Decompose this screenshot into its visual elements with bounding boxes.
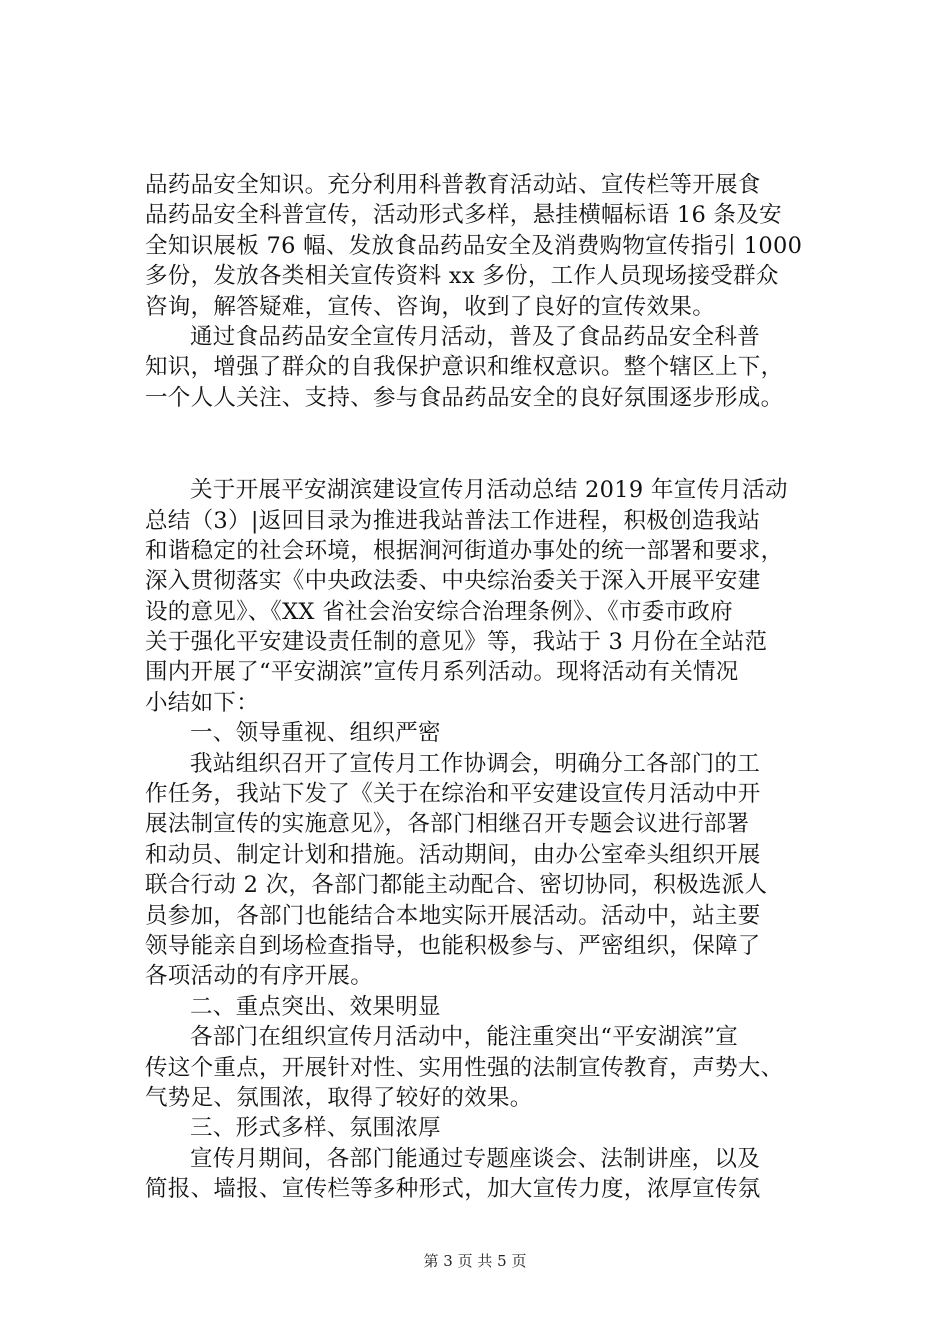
paragraph-4 (145, 749, 830, 992)
paragraph-line: 员参加，各部门也能结合本地实际开展活动。活动中，站主要 (145, 902, 761, 929)
paragraph-line: 深入贯彻落实《中央政法委、中央综治委关于深入开展平安建 (145, 568, 761, 595)
paragraph-line: 我站组织召开了宣传月工作协调会，明确分工各部门的工 (190, 750, 761, 777)
document-body (145, 170, 830, 1205)
section-gap (145, 413, 830, 475)
paragraph-5 (145, 1022, 830, 1113)
paragraph-line: 气势足、氛围浓，取得了较好的效果。 (145, 1084, 533, 1111)
paragraph-line: 简报、墙报、宣传栏等多种形式，加大宣传力度，浓厚宣传氛 (145, 1176, 761, 1203)
paragraph-line: 作任务，我站下发了《关于在综治和平安建设宣传月活动中开 (145, 781, 761, 808)
paragraph-line: 设的意见》、《XX 省社会治安综合治理条例》、《市委市政府 (145, 598, 733, 625)
paragraph-line: 多份，发放各类相关宣传资料 xx 多份，工作人员现场接受群众 (145, 263, 779, 290)
paragraph-line: 围内开展了“平安湖滨”宣传月系列活动。现将活动有关情况 (145, 659, 739, 686)
paragraph-line: 传这个重点，开展针对性、实用性强的法制宣传教育，声势大、 (145, 1054, 784, 1081)
paragraph-2 (145, 322, 830, 413)
paragraph-1 (145, 170, 830, 322)
page-number-footer: 第 3 页 共 5 页 (423, 1252, 527, 1270)
paragraph-line: 各项活动的有序开展。 (145, 963, 374, 990)
paragraph-line: 关于开展平安湖滨建设宣传月活动总结 2019 年宣传月活动 (190, 477, 788, 504)
paragraph-line: 和谐稳定的社会环境，根据涧河街道办事处的统一部署和要求， (145, 537, 784, 564)
paragraph-line: 总结（3）|返回目录为推进我站普法工作进程，积极创造我站 (145, 507, 761, 534)
paragraph-line: 领导能亲自到场检查指导，也能积极参与、严密组织，保障了 (145, 932, 761, 959)
paragraph-line: 品药品安全科普宣传，活动形式多样，悬挂横幅标语 16 条及安 (145, 202, 782, 229)
paragraph-line: 知识，增强了群众的自我保护意识和维权意识。整个辖区上下， (145, 354, 784, 381)
paragraph-line: 全知识展板 76 幅、发放食品药品安全及消费购物宣传指引 1000 (145, 232, 803, 259)
section-heading: 二、重点突出、效果明显 (190, 993, 441, 1020)
paragraph-line: 通过食品药品安全宣传月活动，普及了食品药品安全科普 (190, 323, 761, 350)
paragraph-line: 咨询，解答疑难，宣传、咨询，收到了良好的宣传效果。 (145, 293, 716, 320)
paragraph-line: 一个人人关注、支持、参与食品药品安全的良好氛围逐步形成。 (145, 384, 784, 411)
paragraph-3 (145, 475, 830, 718)
paragraph-line: 和动员、制定计划和措施。活动期间，由办公室牵头组织开展 (145, 841, 761, 868)
paragraph-6 (145, 1144, 830, 1205)
paragraph-line: 品药品安全知识。充分利用科普教育活动站、宣传栏等开展食 (145, 172, 761, 198)
paragraph-line: 展法制宣传的实施意见》，各部门相继召开专题会议进行部署 (145, 811, 750, 838)
paragraph-line: 联合行动 2 次，各部门都能主动配合、密切协同，积极选派人 (145, 872, 768, 899)
paragraph-line: 宣传月期间，各部门能通过专题座谈会、法制讲座，以及 (190, 1145, 761, 1172)
paragraph-line: 各部门在组织宣传月活动中，能注重突出“平安湖滨”宣 (190, 1024, 739, 1051)
section-heading: 三、形式多样、氛围浓厚 (190, 1115, 441, 1142)
section-heading: 一、领导重视、组织严密 (190, 720, 441, 747)
paragraph-line: 小结如下： (145, 689, 260, 716)
paragraph-line: 关于强化平安建设责任制的意见》等，我站于 3 月份在全站范 (145, 629, 768, 656)
